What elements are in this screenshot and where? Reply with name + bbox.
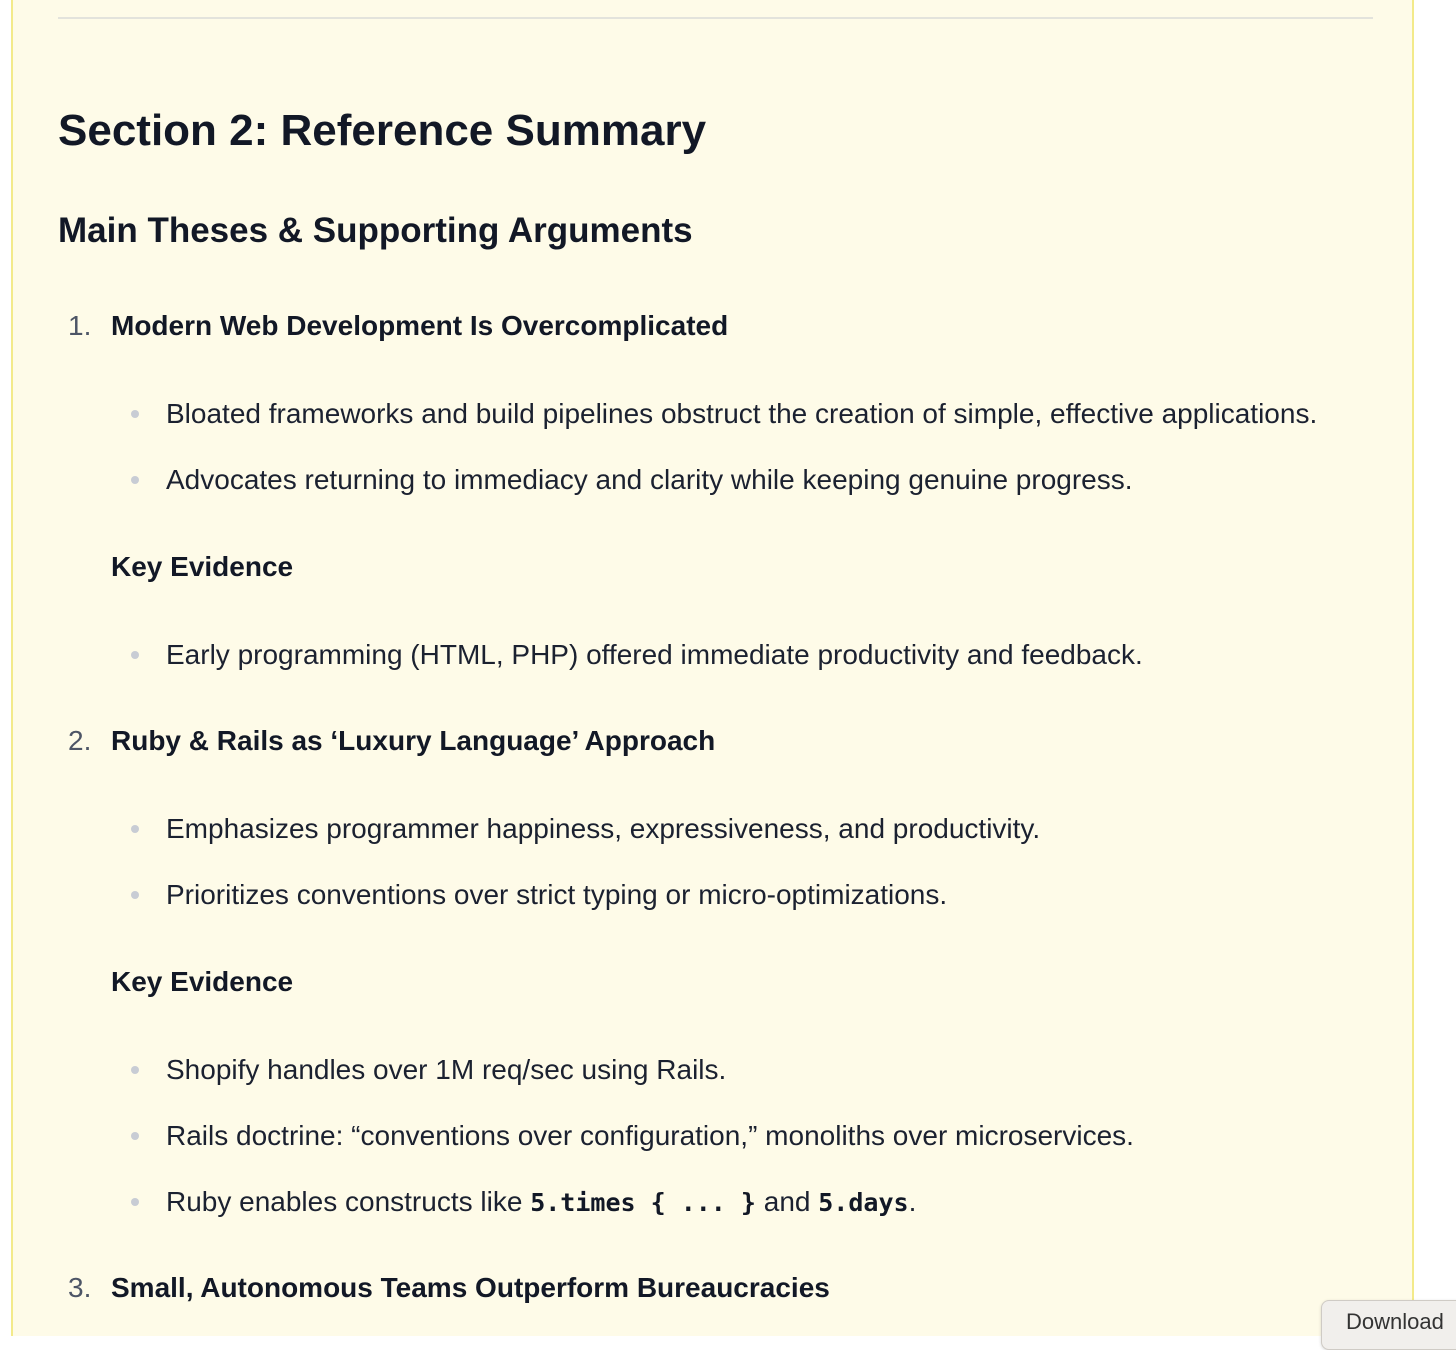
item-title: Small, Autonomous Teams Outperform Bureaucracies	[111, 1272, 830, 1303]
bullet-marker	[131, 1066, 139, 1074]
evidence-text-suffix: .	[908, 1186, 917, 1217]
item-number: 2.	[68, 725, 92, 756]
evidence-text-with-code	[166, 1185, 916, 1220]
evidence-text: Shopify handles over 1M req/sec using Rails.	[166, 1054, 727, 1085]
bullet-marker	[131, 891, 139, 899]
bullet-text: Emphasizes programmer happiness, expressiveness, and productivity.	[166, 813, 1041, 844]
evidence-heading: Key Evidence	[111, 966, 294, 997]
bullet-text: Advocates returning to immediacy and clarity while keeping genuine progress.	[166, 464, 1133, 495]
item-number: 1.	[68, 310, 92, 341]
inline-code: 5.days	[818, 1188, 909, 1217]
bullet-marker	[131, 476, 139, 484]
item-number: 3.	[68, 1272, 92, 1303]
item-title: Ruby & Rails as ‘Luxury Language’ Approach	[111, 725, 716, 756]
item-title: Modern Web Development Is Overcomplicated	[111, 310, 729, 341]
evidence-text: Early programming (HTML, PHP) offered immediate productivity and feedback.	[166, 639, 1143, 670]
evidence-text-middle: and	[755, 1186, 819, 1217]
section-title: Section 2: Reference Summary	[58, 106, 707, 155]
subsection-title: Main Theses & Supporting Arguments	[58, 211, 693, 250]
download-button[interactable]: Download	[1321, 1300, 1456, 1350]
bullet-marker	[131, 1198, 139, 1206]
horizontal-rule	[58, 17, 1373, 19]
evidence-text: Rails doctrine: “conventions over configuration,” monoliths over microservices.	[166, 1120, 1134, 1151]
bullet-marker	[131, 1132, 139, 1140]
document-panel	[11, 0, 1414, 1336]
bullet-text: Prioritizes conventions over strict typing or micro-optimizations.	[166, 879, 948, 910]
bullet-marker	[131, 825, 139, 833]
inline-code: 5.times { ... }	[530, 1188, 756, 1217]
evidence-text-prefix: Ruby enables constructs like	[166, 1186, 531, 1217]
bullet-marker	[131, 651, 139, 659]
evidence-heading: Key Evidence	[111, 551, 294, 582]
bullet-marker	[131, 410, 139, 418]
bullet-text: Bloated frameworks and build pipelines obstruct the creation of simple, effective applications.	[166, 398, 1318, 429]
